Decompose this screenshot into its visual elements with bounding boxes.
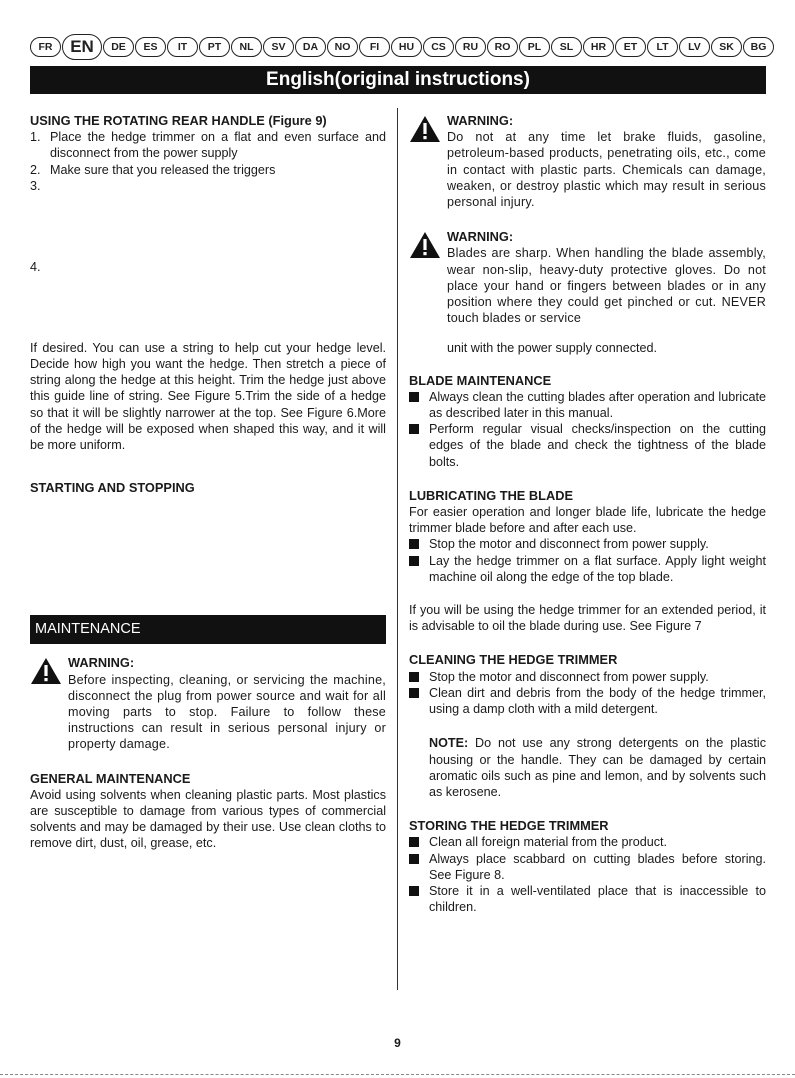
- warning-title: WARNING:: [68, 655, 135, 671]
- warning-icon: [30, 655, 63, 752]
- warning-text: Blades are sharp. When handling the blade assembly, wear non-slip, heavy-duty protective gloves. Do not place your hand or fingers between blades or in any position where they could get pinched or cut. NEVER touch blades or service: [447, 246, 766, 326]
- bullet-square: [409, 837, 419, 847]
- language-pill-bg: BG: [743, 37, 774, 57]
- list-item: 4.: [30, 259, 41, 274]
- language-pill-nl: NL: [231, 37, 262, 57]
- chemicals-warning: [409, 113, 766, 210]
- lubricating-extended: If you will be using the hedge trimmer for an extended period, it is advisable to oil the blade during use. See Figure 7: [409, 603, 766, 634]
- bullet-square: [409, 392, 419, 402]
- language-pill-hu: HU: [391, 37, 422, 57]
- list-item: 1. Place the hedge trimmer on a flat and even surface and disconnect from the power supply: [30, 130, 386, 161]
- bullet-square: [409, 424, 419, 434]
- language-pill-pt: PT: [199, 37, 230, 57]
- list-item: Perform regular visual checks/inspection on the cutting edges of the blade and check the tightness of the blade bolts.: [409, 421, 766, 470]
- language-pill-no: NO: [327, 37, 358, 57]
- language-pill-fr: FR: [30, 37, 61, 57]
- rear-handle-steps: [30, 129, 386, 340]
- maintenance-section-bar: MAINTENANCE: [30, 615, 386, 644]
- warning-title: WARNING:: [447, 113, 514, 128]
- lubricating-list: [409, 536, 766, 585]
- starting-stopping-heading: STARTING AND STOPPING: [30, 480, 195, 496]
- blade-maintenance-list: [409, 389, 766, 470]
- page-title-banner: English(original instructions): [30, 66, 766, 94]
- language-pill-hr: HR: [583, 37, 614, 57]
- storing-heading: STORING THE HEDGE TRIMMER: [409, 818, 609, 834]
- warning-text: Before inspecting, cleaning, or servicing the machine, disconnect the plug from power source and wait for all moving parts to stop. Failure to follow these instructions can result in serious personal injury or property damage.: [68, 672, 386, 752]
- bullet-square: [409, 539, 419, 549]
- storing-list: [409, 834, 766, 915]
- language-pill-sl: SL: [551, 37, 582, 57]
- bullet-square: [409, 854, 419, 864]
- right-column: [409, 113, 766, 915]
- blades-warning: [409, 229, 766, 356]
- warning-icon: [409, 113, 442, 210]
- language-pill-lv: LV: [679, 37, 710, 57]
- bullet-square: [409, 688, 419, 698]
- list-item: 2. Make sure that you released the triggers: [30, 162, 276, 177]
- column-divider: [397, 108, 398, 990]
- language-selector: [30, 36, 770, 58]
- language-pill-lt: LT: [647, 37, 678, 57]
- language-pill-ru: RU: [455, 37, 486, 57]
- cleaning-heading: CLEANING THE HEDGE TRIMMER: [409, 652, 618, 668]
- list-item: Stop the motor and disconnect from power supply.: [409, 536, 766, 552]
- list-item: Store it in a well-ventilated place that is inaccessible to children.: [409, 883, 766, 915]
- bullet-square: [409, 672, 419, 682]
- language-pill-sk: SK: [711, 37, 742, 57]
- language-pill-es: ES: [135, 37, 166, 57]
- language-pill-pl: PL: [519, 37, 550, 57]
- left-column: [30, 113, 386, 852]
- list-item: 3.: [30, 178, 41, 193]
- language-pill-et: ET: [615, 37, 646, 57]
- list-item: Always place scabbard on cutting blades before storing. See Figure 8.: [409, 851, 766, 883]
- lubricating-heading: LUBRICATING THE BLADE: [409, 487, 573, 503]
- language-pill-ro: RO: [487, 37, 518, 57]
- language-pill-en: EN: [62, 34, 102, 60]
- cleaning-list: [409, 669, 766, 718]
- language-pill-sv: SV: [263, 37, 294, 57]
- blade-maintenance-heading: BLADE MAINTENANCE: [409, 372, 552, 388]
- rear-handle-heading: USING THE ROTATING REAR HANDLE (Figure 9): [30, 113, 327, 128]
- warning-icon: [409, 229, 442, 356]
- list-item: Always clean the cutting blades after operation and lubricate as described later in this manual.: [409, 389, 766, 421]
- general-maintenance-heading: GENERAL MAINTENANCE: [30, 770, 191, 786]
- language-pill-fi: FI: [359, 37, 390, 57]
- list-item: Clean all foreign material from the product.: [409, 834, 766, 850]
- maintenance-warning: [30, 655, 386, 752]
- bullet-square: [409, 556, 419, 566]
- page-number: 9: [394, 1036, 401, 1050]
- list-item: Stop the motor and disconnect from power supply.: [409, 669, 766, 685]
- bottom-rule: [0, 1074, 795, 1075]
- language-pill-cs: CS: [423, 37, 454, 57]
- warning-continuation: unit with the power supply connected.: [447, 341, 658, 356]
- bullet-square: [409, 886, 419, 896]
- cleaning-note: NOTE: Do not use any strong detergents on the plastic housing or the handle. They can be damaged by certain aromatic oils such as pine and lemon, and by solvents such as kerosene.: [429, 736, 766, 799]
- general-maintenance-text: Avoid using solvents when cleaning plastic parts. Most plastics are susceptible to damage from various types of commercial solvents and may be damaged by their use. Use clean cloths to remove dirt, dust, oil, grease, etc.: [30, 787, 386, 851]
- list-item: Lay the hedge trimmer on a flat surface. Apply light weight machine oil along the edge of the top blade.: [409, 553, 766, 585]
- warning-text: Do not at any time let brake fluids, gasoline, petroleum-based products, penetrating oils, etc., come in contact with plastic parts. Chemicals can damage, weaken, or destroy plastic which may result in serious personal injury.: [447, 130, 766, 210]
- lubricating-intro: For easier operation and longer blade life, lubricate the hedge trimmer blade before and after each use.: [409, 505, 766, 536]
- language-pill-de: DE: [103, 37, 134, 57]
- language-pill-da: DA: [295, 37, 326, 57]
- warning-title: WARNING:: [447, 229, 514, 245]
- list-item: Clean dirt and debris from the body of the hedge trimmer, using a damp cloth with a mild detergent.: [409, 685, 766, 717]
- language-pill-it: IT: [167, 37, 198, 57]
- string-guide-paragraph: If desired. You can use a string to help cut your hedge level. Decide how high you want the hedge. Then stretch a piece of string along the hedge at this height. Trim the hedge just above this guide line of string. See Figure 5.Trim the side of a hedge so that it will be slightly narrower at the top. See Figure 6.More of the hedge will be exposed when shaped this way, and it will be more uniform.: [30, 340, 386, 453]
